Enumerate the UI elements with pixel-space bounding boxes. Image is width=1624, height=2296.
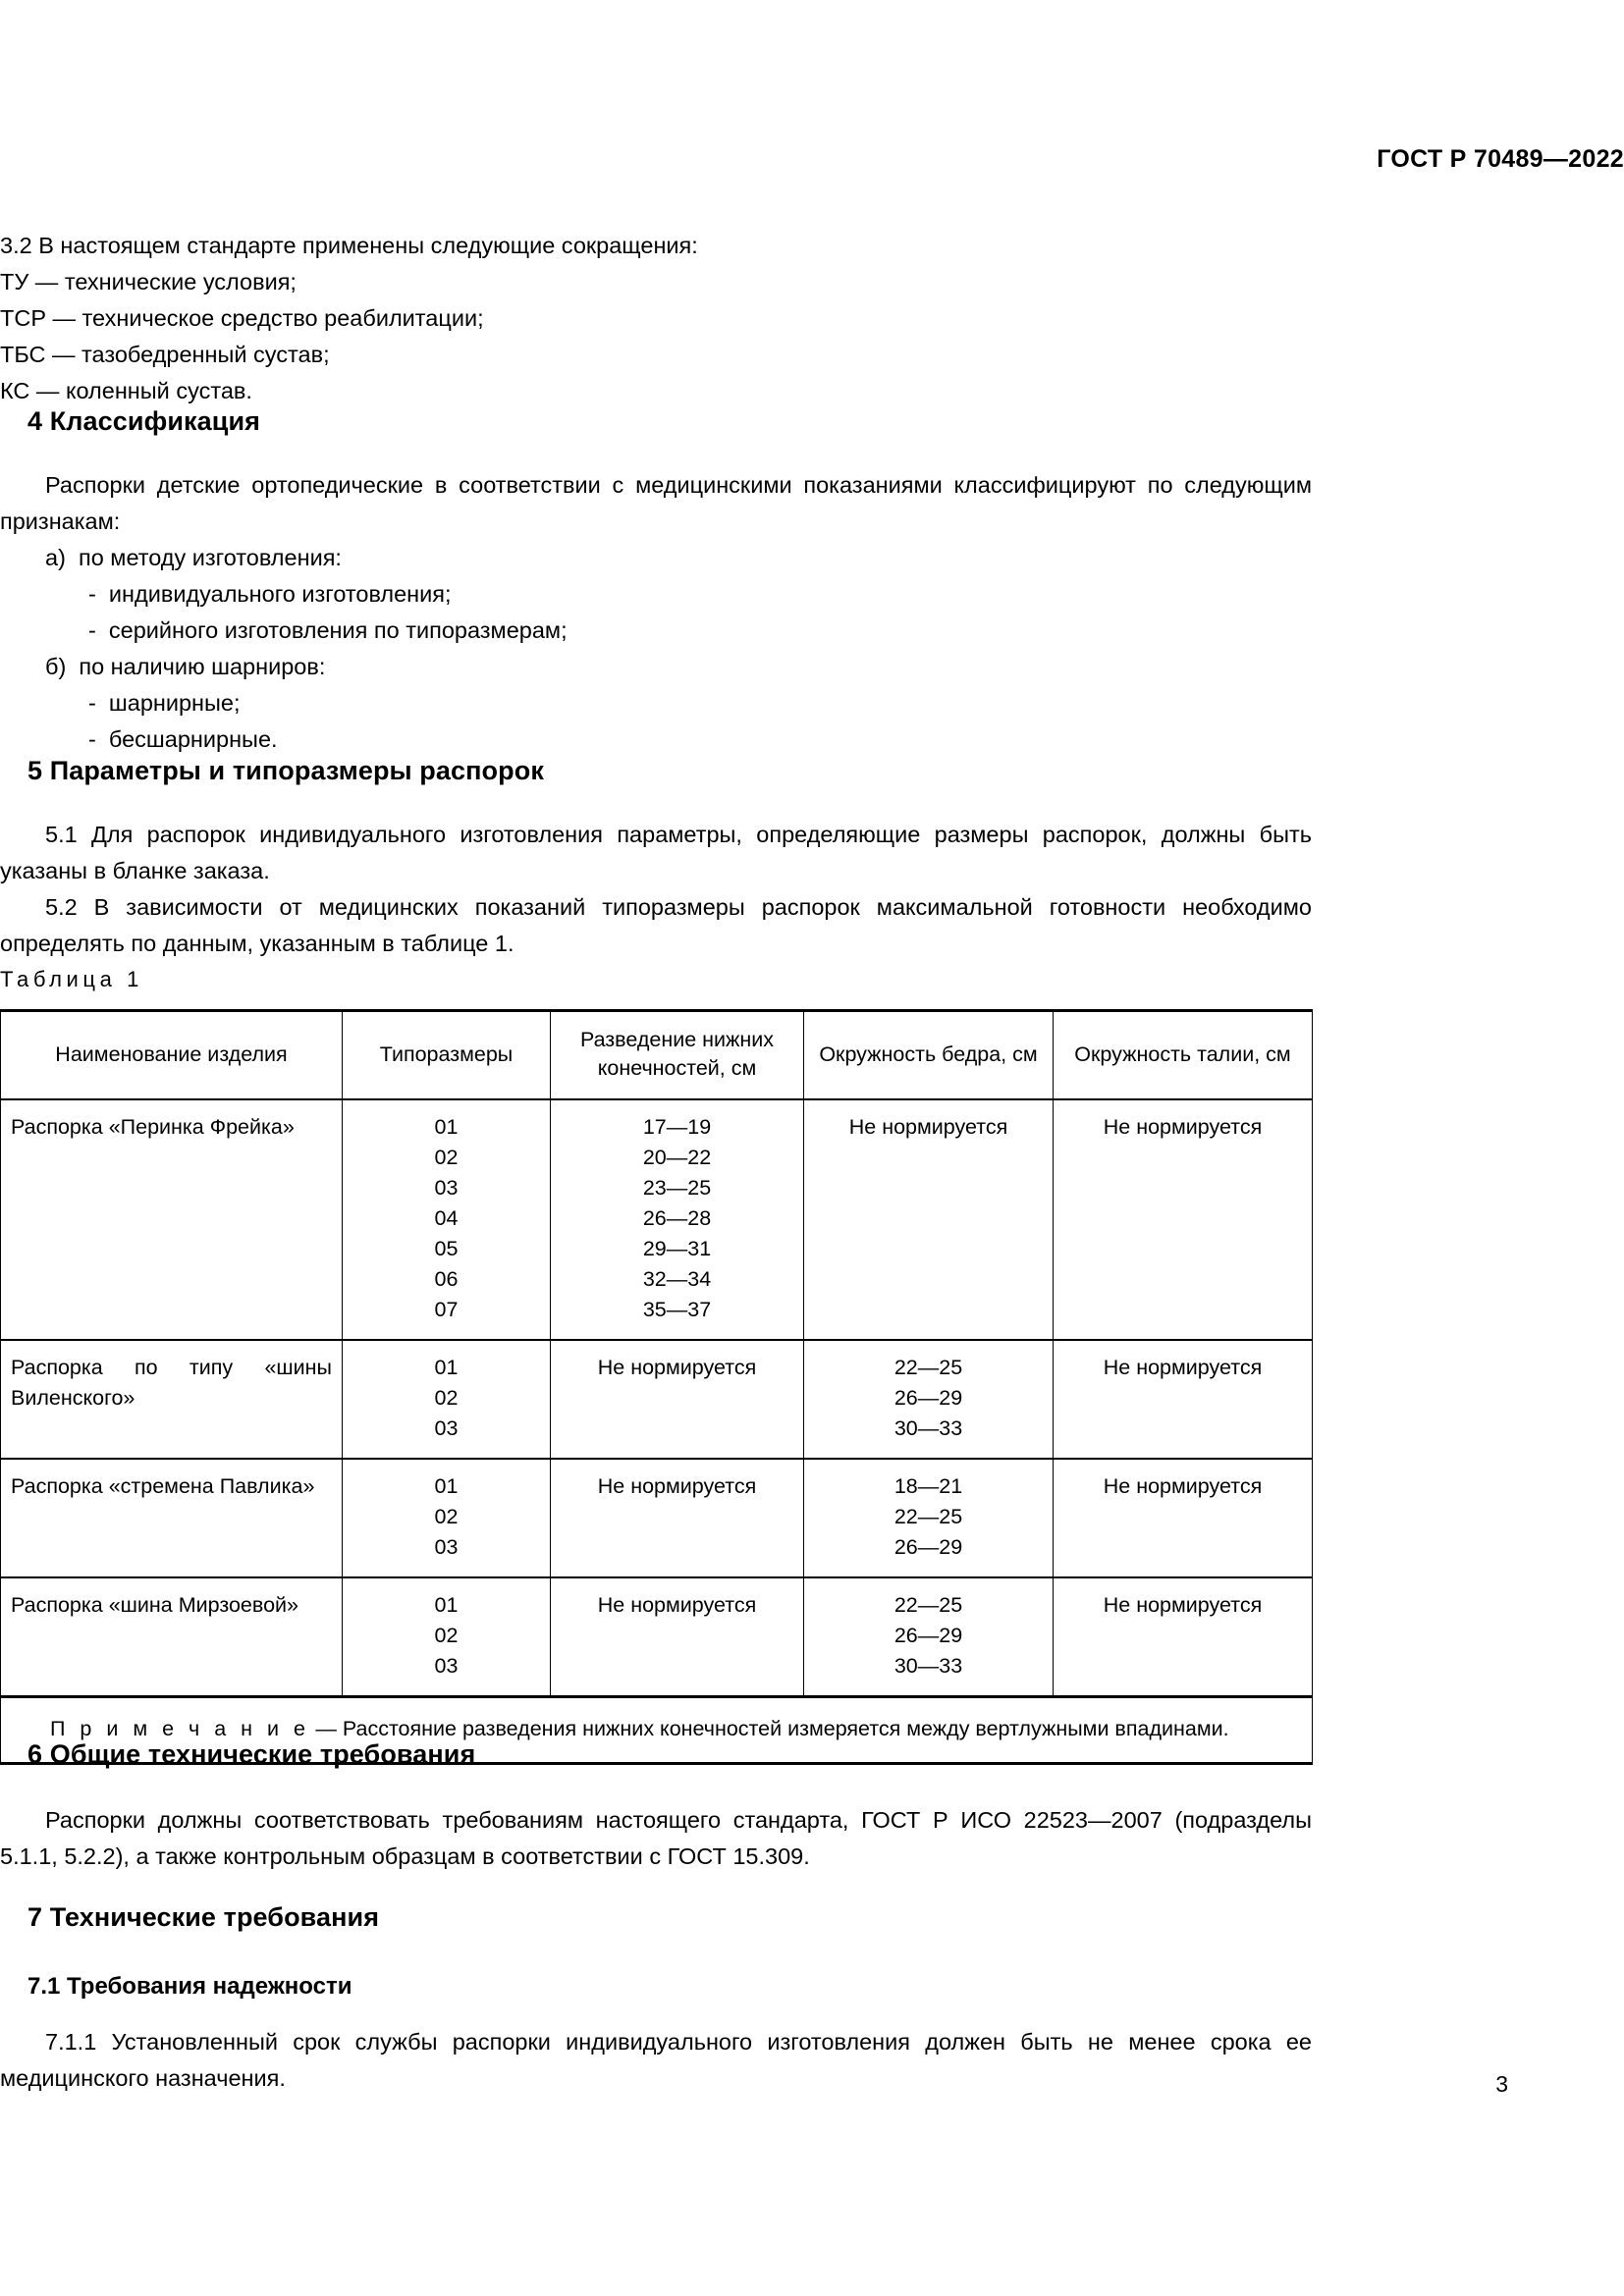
hip-value: 22—25 (893, 1593, 963, 1617)
note-label: П р и м е ч а н и е (50, 1717, 310, 1740)
abbreviation-item: ТБС — тазобедренный сустав; (0, 342, 330, 367)
classification-list-item (0, 649, 1312, 685)
page-number: 3 (1495, 2071, 1508, 2097)
section-5-block (0, 754, 1312, 787)
section-6-paragraph: Распорки должны соответствовать требованиям настоящего стандарта, ГОСТ Р ИСО 22523—2007 (подразделы 5.1.1, 5.2.2), а также контрольным образцам в соответствии с ГОСТ 15.309. (0, 1807, 1312, 1869)
table-row (1, 1577, 1313, 1697)
abbreviations-intro: 3.2 В настоящем стандарте применены следующие сокращения: (0, 233, 698, 258)
clause-5-1: 5.1 Для распорок индивидуального изготовления параметры, определяющие размеры распорок, должны быть указаны в бланке заказа. (0, 822, 1312, 883)
section-4-body (0, 467, 1312, 758)
section-5-heading: 5 Параметры и типоразмеры распорок (27, 756, 544, 785)
hip-value: 26—29 (893, 1624, 963, 1647)
column-header-spread: Разведение нижних конечностей, см (551, 1011, 804, 1100)
standard-designation: ГОСТ Р 70489—2022 (1377, 145, 1624, 173)
clause-5-2: 5.2 В зависимости от медицинских показаний типоразмеры распорок максимальной готовности необходимо определять по данным, указанным в таблице 1. (0, 894, 1312, 956)
section-4-heading: 4 Классификация (27, 406, 260, 436)
section-7-heading: 7 Технические требования (27, 1902, 380, 1932)
list-label: по наличию шарниров: (79, 654, 326, 679)
cell-spread (551, 1340, 804, 1459)
hip-value: 18—21 (893, 1474, 963, 1498)
column-header-waist: Окружность талии, см (1054, 1011, 1313, 1100)
spread-value: 26—28 (642, 1206, 712, 1230)
size-value: 05 (434, 1237, 459, 1260)
section-6-body (0, 1802, 1312, 1875)
spread-value: Не нормируется (597, 1474, 757, 1498)
cell-spread (551, 1577, 804, 1697)
classification-list-item (0, 540, 1312, 576)
spread-value: 20—22 (642, 1146, 712, 1169)
hip-value: 22—25 (893, 1356, 963, 1379)
list-marker: - (88, 690, 96, 716)
note-text: — Расстояние разведения нижних конечностей измеряется между вертлужными впадинами. (309, 1717, 1229, 1740)
section-4-paragraph: Распорки детские ортопедические в соответствии с медицинскими показаниями классифицируют по следующим признакам: (0, 472, 1312, 534)
spread-value: 32—34 (642, 1267, 712, 1291)
list-marker: а) (45, 545, 66, 570)
abbreviations-block (0, 228, 1312, 409)
size-value: 03 (434, 1416, 459, 1440)
hip-value: 30—33 (893, 1654, 963, 1678)
cell-hip (804, 1577, 1054, 1697)
cell-sizes (343, 1577, 551, 1697)
list-marker: - (88, 581, 96, 607)
size-value: 02 (434, 1386, 459, 1410)
cell-sizes (343, 1459, 551, 1577)
cell-hip (804, 1099, 1054, 1340)
hip-value: 26—29 (893, 1535, 963, 1559)
list-label: индивидуального изготовления; (108, 581, 452, 607)
running-header (0, 145, 1624, 174)
cell-spread (551, 1099, 804, 1340)
size-value: 04 (434, 1206, 459, 1230)
section-6-heading: 6 Общие технические требования (27, 1739, 476, 1769)
list-label: бесшарнирные. (108, 726, 278, 752)
cell-hip (804, 1459, 1054, 1577)
section-7-block (0, 1900, 1312, 1934)
classification-list-item (0, 576, 1312, 613)
section-7-1-block (0, 1971, 1312, 2002)
section-6-block (0, 1737, 1312, 1771)
hip-value: Не нормируется (848, 1115, 1008, 1139)
classification-list-item (0, 613, 1312, 649)
column-header-hip: Окружность бедра, см (804, 1011, 1054, 1100)
cell-waist (1054, 1099, 1313, 1340)
table-row (1, 1459, 1313, 1577)
waist-value: Не нормируется (1103, 1115, 1263, 1139)
abbreviation-item: ТУ — технические условия; (0, 269, 297, 294)
cell-hip (804, 1340, 1054, 1459)
table-row (1, 1099, 1313, 1340)
list-marker: - (88, 617, 96, 643)
size-value: 01 (434, 1593, 459, 1617)
hip-value: 22—25 (893, 1505, 963, 1528)
cell-spread (551, 1459, 804, 1577)
abbreviation-item: КС — коленный сустав. (0, 378, 252, 403)
waist-value: Не нормируется (1103, 1356, 1263, 1379)
size-value: 03 (434, 1176, 459, 1200)
size-value: 07 (434, 1298, 459, 1321)
column-header-size: Типоразмеры (343, 1011, 551, 1100)
list-marker: б) (45, 654, 67, 679)
size-value: 01 (434, 1115, 459, 1139)
spread-value: 29—31 (642, 1237, 712, 1260)
classification-list-item (0, 685, 1312, 721)
section-5-body (0, 817, 1312, 962)
cell-waist (1054, 1340, 1313, 1459)
waist-value: Не нормируется (1103, 1593, 1263, 1617)
size-value: 03 (434, 1535, 459, 1559)
cell-waist (1054, 1459, 1313, 1577)
classification-list-item (0, 721, 1312, 758)
cell-sizes (343, 1099, 551, 1340)
list-label: шарнирные; (108, 690, 241, 716)
clause-7-1-1: 7.1.1 Установленный срок службы распорки индивидуального изготовления должен быть не менее срока ее медицинского назначения. (0, 2029, 1312, 2091)
table-1 (0, 1009, 1313, 1765)
cell-product-name: Распорка по типу «шины Виленского» (1, 1340, 343, 1459)
abbreviation-item: ТСР — техническое средство реабилитации; (0, 305, 484, 331)
spread-value: 17—19 (642, 1115, 712, 1139)
size-value: 01 (434, 1474, 459, 1498)
table-row (1, 1340, 1313, 1459)
cell-product-name: Распорка «шина Мирзоевой» (1, 1577, 343, 1697)
section-7-1-1-body (0, 2024, 1312, 2097)
size-value: 03 (434, 1654, 459, 1678)
section-7-1-heading: 7.1 Требования надежности (27, 1973, 352, 2000)
spread-value: 23—25 (642, 1176, 712, 1200)
list-marker: - (88, 726, 96, 752)
list-label: серийного изготовления по типоразмерам; (108, 617, 568, 643)
waist-value: Не нормируется (1103, 1474, 1263, 1498)
table-caption: Таблица 1 (0, 967, 144, 991)
spread-value: Не нормируется (597, 1593, 757, 1617)
column-header-name: Наименование изделия (1, 1011, 343, 1100)
spread-value: Не нормируется (597, 1356, 757, 1379)
size-value: 02 (434, 1146, 459, 1169)
hip-value: 30—33 (893, 1416, 963, 1440)
cell-product-name: Распорка «стремена Павлика» (1, 1459, 343, 1577)
cell-product-name: Распорка «Перинка Фрейка» (1, 1099, 343, 1340)
hip-value: 26—29 (893, 1386, 963, 1410)
cell-sizes (343, 1340, 551, 1459)
size-value: 02 (434, 1505, 459, 1528)
size-value: 06 (434, 1267, 459, 1291)
spread-value: 35—37 (642, 1298, 712, 1321)
cell-waist (1054, 1577, 1313, 1697)
size-value: 02 (434, 1624, 459, 1647)
section-4-block (0, 404, 1312, 438)
size-value: 01 (434, 1356, 459, 1379)
list-label: по методу изготовления: (78, 545, 342, 570)
table-header-row (1, 1011, 1313, 1100)
